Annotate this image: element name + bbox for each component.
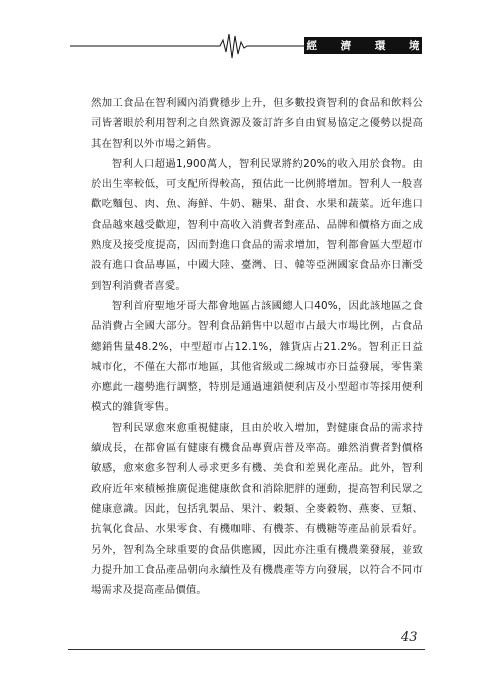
- running-header: [70, 30, 430, 66]
- paragraph: 智利人口超過1,900萬人，智利民眾將約20%的收入用於食物。由於出生率較低，可支配所得較高，預估此一比例將增加。智利人一般喜歡吃麵包、肉、魚、海鮮、牛奶、糖果、甜食、水果和蔬菜。近年進口食品越來越受歡迎，智利中高收入消費者對產品、品牌和價格方面之成熟度及接受度提高，因而對進口食品的需求增加，智利都會區大型超市設有進口食品專區，中國大陸、臺灣、日、韓等亞洲國家食品亦日漸受到智利消費者喜愛。: [91, 157, 423, 292]
- article-body: [91, 93, 423, 600]
- paragraph: 智利首府聖地牙哥大都會地區占該國總人口40%，因此該地區之食品消費占全國大部分。智利食品銷售中以超市占最大市場比例，占食品總銷售量48.2%，中型超市占12.1%，雜貨店占21.2%。智利正日益城市化，不僅在大都市地區，其他省級或二線城市亦日益發展，零售業亦應此一趨勢進行調整，特別是通過連鎖便利店及小型超市等採用便利模式的雜貨零售。: [91, 299, 423, 414]
- page-number: 43: [401, 630, 418, 645]
- section-title: 經 濟 環 境: [306, 40, 430, 52]
- footer-divider: [68, 649, 425, 650]
- section-title-tab: [304, 37, 430, 54]
- paragraph: 智利民眾愈來愈重視健康，且由於收入增加，對健康食品的需求持續成長，在都會區有健康有機食品專賣店普及率高。雖然消費者對價格敏感，愈來愈多智利人尋求更多有機、美食和差異化產品。此外，智利政府近年來積極推廣促進健康飲食和消除肥胖的運動，提高智利民眾之健康意識。因此，包括乳製品、果汁、穀類、全麥穀物、燕麥、豆類、抗氧化食品、水果零食、有機咖啡、有機茶、有機糖等產品前景看好。另外，智利為全球重要的食品供應國，因此亦注重有機農業發展，並致力提升加工食品產品朝向永續性及有機農產等方向發展，以符合不同市場需求及提高產品價值。: [91, 421, 423, 597]
- paragraph: 然加工食品在智利國內消費穩步上升，但多數投資智利的食品和飲料公司皆著眼於利用智利之自然資源及簽訂許多自由貿易協定之優勢以提高其在智利以外市場之銷售。: [91, 97, 423, 150]
